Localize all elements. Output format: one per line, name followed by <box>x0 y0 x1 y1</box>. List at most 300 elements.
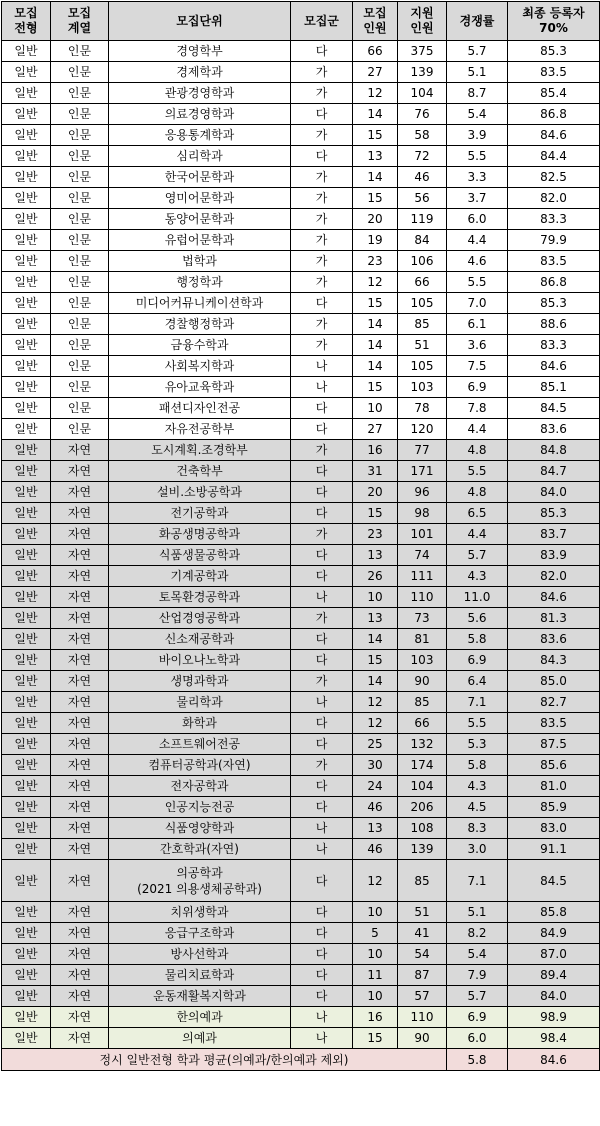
quota-cell: 11 <box>353 965 398 986</box>
final70-cell: 84.9 <box>508 923 600 944</box>
group-cell: 나 <box>291 818 353 839</box>
quota-cell: 20 <box>353 209 398 230</box>
header-field <box>51 2 109 41</box>
group-cell: 나 <box>291 692 353 713</box>
ratio-cell: 5.4 <box>447 104 508 125</box>
applicants-cell: 51 <box>398 335 447 356</box>
table-row <box>2 461 600 482</box>
final70-cell: 82.0 <box>508 566 600 587</box>
unit-cell: 인공지능전공 <box>109 797 291 818</box>
final70-cell: 84.6 <box>508 356 600 377</box>
unit-cell: 한국어문학과 <box>109 167 291 188</box>
table-row <box>2 524 600 545</box>
ratio-cell: 5.8 <box>447 629 508 650</box>
unit-cell: 물리학과 <box>109 692 291 713</box>
unit-cell: 토목환경공학과 <box>109 587 291 608</box>
table-row <box>2 650 600 671</box>
ratio-cell: 7.5 <box>447 356 508 377</box>
table-row <box>2 314 600 335</box>
group-cell: 가 <box>291 671 353 692</box>
applicants-cell: 90 <box>398 671 447 692</box>
ratio-cell: 5.8 <box>447 755 508 776</box>
unit-cell: 전자공학과 <box>109 776 291 797</box>
quota-cell: 31 <box>353 461 398 482</box>
quota-cell: 10 <box>353 587 398 608</box>
field-cell: 자연 <box>51 776 109 797</box>
field-cell: 자연 <box>51 692 109 713</box>
track-cell: 일반 <box>2 923 51 944</box>
applicants-cell: 57 <box>398 986 447 1007</box>
quota-cell: 15 <box>353 650 398 671</box>
track-cell: 일반 <box>2 419 51 440</box>
applicants-cell: 171 <box>398 461 447 482</box>
field-cell: 자연 <box>51 671 109 692</box>
field-cell: 인문 <box>51 188 109 209</box>
unit-cell: 영미어문학과 <box>109 188 291 209</box>
track-cell: 일반 <box>2 965 51 986</box>
quota-cell: 15 <box>353 503 398 524</box>
ratio-cell: 5.7 <box>447 986 508 1007</box>
unit-cell: 금융수학과 <box>109 335 291 356</box>
applicants-cell: 87 <box>398 965 447 986</box>
track-cell: 일반 <box>2 776 51 797</box>
table-row <box>2 965 600 986</box>
final70-cell: 84.7 <box>508 461 600 482</box>
applicants-cell: 46 <box>398 167 447 188</box>
unit-line: 의공학과 <box>176 865 223 880</box>
quota-cell: 12 <box>353 692 398 713</box>
table-row <box>2 818 600 839</box>
track-cell: 일반 <box>2 377 51 398</box>
final70-cell: 85.1 <box>508 377 600 398</box>
table-row <box>2 503 600 524</box>
applicants-cell: 119 <box>398 209 447 230</box>
field-cell: 인문 <box>51 251 109 272</box>
track-cell: 일반 <box>2 1028 51 1049</box>
field-cell: 자연 <box>51 986 109 1007</box>
final70-cell: 86.8 <box>508 104 600 125</box>
applicants-cell: 111 <box>398 566 447 587</box>
average-ratio: 5.8 <box>447 1049 508 1071</box>
table-row <box>2 83 600 104</box>
applicants-cell: 101 <box>398 524 447 545</box>
field-cell: 자연 <box>51 944 109 965</box>
group-cell: 나 <box>291 377 353 398</box>
average-final70: 84.6 <box>508 1049 600 1071</box>
unit-cell: 법학과 <box>109 251 291 272</box>
quota-cell: 30 <box>353 755 398 776</box>
track-cell: 일반 <box>2 62 51 83</box>
quota-cell: 14 <box>353 671 398 692</box>
quota-cell: 15 <box>353 1028 398 1049</box>
quota-cell: 23 <box>353 524 398 545</box>
applicants-cell: 51 <box>398 902 447 923</box>
final70-cell: 85.8 <box>508 902 600 923</box>
unit-cell: 화공생명공학과 <box>109 524 291 545</box>
unit-cell: 간호학과(자연) <box>109 839 291 860</box>
unit-cell: 치위생학과 <box>109 902 291 923</box>
table-row <box>2 692 600 713</box>
group-cell: 다 <box>291 104 353 125</box>
field-cell: 자연 <box>51 629 109 650</box>
final70-cell: 83.6 <box>508 419 600 440</box>
group-cell: 가 <box>291 209 353 230</box>
table-row <box>2 125 600 146</box>
group-cell: 가 <box>291 524 353 545</box>
track-cell: 일반 <box>2 251 51 272</box>
table-row <box>2 629 600 650</box>
quota-cell: 15 <box>353 125 398 146</box>
group-cell: 가 <box>291 230 353 251</box>
quota-cell: 24 <box>353 776 398 797</box>
field-cell: 자연 <box>51 524 109 545</box>
track-cell: 일반 <box>2 587 51 608</box>
ratio-cell: 5.7 <box>447 545 508 566</box>
track-cell: 일반 <box>2 566 51 587</box>
track-cell: 일반 <box>2 293 51 314</box>
table-row <box>2 902 600 923</box>
group-cell: 나 <box>291 839 353 860</box>
track-cell: 일반 <box>2 188 51 209</box>
ratio-cell: 8.7 <box>447 83 508 104</box>
applicants-cell: 85 <box>398 692 447 713</box>
group-cell: 다 <box>291 146 353 167</box>
quota-cell: 66 <box>353 41 398 62</box>
track-cell: 일반 <box>2 608 51 629</box>
track-cell: 일반 <box>2 461 51 482</box>
ratio-cell: 11.0 <box>447 587 508 608</box>
ratio-cell: 5.1 <box>447 62 508 83</box>
track-cell: 일반 <box>2 167 51 188</box>
group-cell: 가 <box>291 188 353 209</box>
quota-cell: 14 <box>353 335 398 356</box>
ratio-cell: 5.5 <box>447 461 508 482</box>
final70-cell: 89.4 <box>508 965 600 986</box>
applicants-cell: 66 <box>398 713 447 734</box>
quota-cell: 14 <box>353 629 398 650</box>
applicants-cell: 103 <box>398 377 447 398</box>
ratio-cell: 5.6 <box>447 608 508 629</box>
group-cell: 다 <box>291 797 353 818</box>
quota-cell: 14 <box>353 167 398 188</box>
group-cell: 가 <box>291 272 353 293</box>
unit-cell: 응급구조학과 <box>109 923 291 944</box>
unit-cell: 경영학부 <box>109 41 291 62</box>
field-cell: 인문 <box>51 356 109 377</box>
table-row <box>2 419 600 440</box>
unit-cell: 경찰행정학과 <box>109 314 291 335</box>
final70-cell: 83.6 <box>508 629 600 650</box>
group-cell: 다 <box>291 629 353 650</box>
header-track <box>2 2 51 41</box>
ratio-cell: 6.1 <box>447 314 508 335</box>
applicants-cell: 74 <box>398 545 447 566</box>
final70-cell: 83.5 <box>508 713 600 734</box>
final70-cell: 83.5 <box>508 251 600 272</box>
track-cell: 일반 <box>2 41 51 62</box>
field-cell: 자연 <box>51 797 109 818</box>
header-group <box>291 2 353 41</box>
final70-cell: 84.8 <box>508 440 600 461</box>
ratio-cell: 4.3 <box>447 776 508 797</box>
track-cell: 일반 <box>2 944 51 965</box>
unit-cell: 화학과 <box>109 713 291 734</box>
average-summary-row <box>2 1049 600 1071</box>
applicants-cell: 96 <box>398 482 447 503</box>
field-cell: 인문 <box>51 377 109 398</box>
unit-cell: 사회복지학과 <box>109 356 291 377</box>
ratio-cell: 5.5 <box>447 272 508 293</box>
final70-cell: 84.0 <box>508 482 600 503</box>
group-cell: 다 <box>291 293 353 314</box>
group-cell: 나 <box>291 587 353 608</box>
final70-cell: 84.6 <box>508 587 600 608</box>
applicants-cell: 103 <box>398 650 447 671</box>
ratio-cell: 6.5 <box>447 503 508 524</box>
field-cell: 자연 <box>51 734 109 755</box>
applicants-cell: 56 <box>398 188 447 209</box>
quota-cell: 12 <box>353 860 398 902</box>
unit-note-line: (2021 의용생체공학과) <box>137 881 262 896</box>
header-quota-line: 인원 <box>363 21 387 35</box>
track-cell: 일반 <box>2 524 51 545</box>
unit-cell: 경제학과 <box>109 62 291 83</box>
ratio-cell: 3.3 <box>447 167 508 188</box>
field-cell: 인문 <box>51 209 109 230</box>
field-cell: 인문 <box>51 41 109 62</box>
unit-cell: 생명과학과 <box>109 671 291 692</box>
table-header-row <box>2 2 600 41</box>
quota-cell: 13 <box>353 146 398 167</box>
final70-cell: 85.3 <box>508 293 600 314</box>
applicants-cell: 90 <box>398 1028 447 1049</box>
quota-cell: 15 <box>353 377 398 398</box>
field-cell: 자연 <box>51 440 109 461</box>
unit-cell: 식품생물공학과 <box>109 545 291 566</box>
field-cell: 자연 <box>51 923 109 944</box>
group-cell: 다 <box>291 41 353 62</box>
unit-cell: 방사선학과 <box>109 944 291 965</box>
group-cell: 다 <box>291 734 353 755</box>
unit-cell: 산업경영공학과 <box>109 608 291 629</box>
final70-cell: 98.4 <box>508 1028 600 1049</box>
quota-cell: 16 <box>353 1007 398 1028</box>
applicants-cell: 77 <box>398 440 447 461</box>
field-cell: 자연 <box>51 461 109 482</box>
final70-cell: 83.7 <box>508 524 600 545</box>
track-cell: 일반 <box>2 734 51 755</box>
ratio-cell: 6.9 <box>447 650 508 671</box>
group-cell: 다 <box>291 482 353 503</box>
unit-cell: 도시계획.조경학부 <box>109 440 291 461</box>
applicants-cell: 78 <box>398 398 447 419</box>
ratio-cell: 6.0 <box>447 1028 508 1049</box>
field-cell: 인문 <box>51 272 109 293</box>
track-cell: 일반 <box>2 209 51 230</box>
unit-cell: 유럽어문학과 <box>109 230 291 251</box>
unit-cell: 유아교육학과 <box>109 377 291 398</box>
final70-cell: 91.1 <box>508 839 600 860</box>
applicants-cell: 206 <box>398 797 447 818</box>
applicants-cell: 139 <box>398 839 447 860</box>
ratio-cell: 7.0 <box>447 293 508 314</box>
group-cell: 가 <box>291 335 353 356</box>
quota-cell: 19 <box>353 230 398 251</box>
group-cell: 다 <box>291 566 353 587</box>
track-cell: 일반 <box>2 398 51 419</box>
header-final70 <box>508 2 600 41</box>
applicants-cell: 110 <box>398 587 447 608</box>
final70-cell: 82.7 <box>508 692 600 713</box>
track-cell: 일반 <box>2 146 51 167</box>
group-cell: 다 <box>291 650 353 671</box>
group-cell: 다 <box>291 503 353 524</box>
unit-cell: 전기공학과 <box>109 503 291 524</box>
applicants-cell: 85 <box>398 314 447 335</box>
field-cell: 자연 <box>51 818 109 839</box>
field-cell: 자연 <box>51 965 109 986</box>
unit-cell: 미디어커뮤니케이션학과 <box>109 293 291 314</box>
ratio-cell: 7.1 <box>447 860 508 902</box>
applicants-cell: 105 <box>398 356 447 377</box>
ratio-cell: 4.8 <box>447 482 508 503</box>
unit-cell: 신소재공학과 <box>109 629 291 650</box>
field-cell: 자연 <box>51 545 109 566</box>
group-cell: 다 <box>291 944 353 965</box>
group-cell: 가 <box>291 251 353 272</box>
field-cell: 자연 <box>51 902 109 923</box>
final70-cell: 81.3 <box>508 608 600 629</box>
field-cell: 인문 <box>51 293 109 314</box>
quota-cell: 12 <box>353 272 398 293</box>
group-cell: 다 <box>291 902 353 923</box>
table-row <box>2 587 600 608</box>
table-row <box>2 146 600 167</box>
table-row <box>2 377 600 398</box>
header-field-line: 모집 <box>67 6 92 20</box>
unit-cell: 설비.소방공학과 <box>109 482 291 503</box>
final70-cell: 83.3 <box>508 209 600 230</box>
group-cell: 다 <box>291 860 353 902</box>
group-cell: 다 <box>291 776 353 797</box>
track-cell: 일반 <box>2 335 51 356</box>
ratio-cell: 5.7 <box>447 41 508 62</box>
unit-cell: 식품영양학과 <box>109 818 291 839</box>
ratio-cell: 4.5 <box>447 797 508 818</box>
ratio-cell: 5.3 <box>447 734 508 755</box>
header-track-line: 모집 <box>14 6 38 20</box>
table-row <box>2 566 600 587</box>
final70-cell: 84.0 <box>508 986 600 1007</box>
unit-cell: 동양어문학과 <box>109 209 291 230</box>
final70-cell: 85.6 <box>508 755 600 776</box>
table-row <box>2 944 600 965</box>
table-row <box>2 776 600 797</box>
unit-cell <box>109 860 291 902</box>
unit-cell: 컴퓨터공학과(자연) <box>109 755 291 776</box>
quota-cell: 13 <box>353 545 398 566</box>
field-cell: 인문 <box>51 398 109 419</box>
applicants-cell: 76 <box>398 104 447 125</box>
quota-cell: 13 <box>353 818 398 839</box>
header-unit <box>109 2 291 41</box>
table-row <box>2 104 600 125</box>
ratio-cell: 6.9 <box>447 1007 508 1028</box>
quota-cell: 10 <box>353 398 398 419</box>
field-cell: 인문 <box>51 419 109 440</box>
field-cell: 인문 <box>51 314 109 335</box>
ratio-cell: 6.4 <box>447 671 508 692</box>
ratio-cell: 7.8 <box>447 398 508 419</box>
track-cell: 일반 <box>2 902 51 923</box>
final70-cell: 85.3 <box>508 503 600 524</box>
header-ratio <box>447 2 508 41</box>
header-quota <box>353 2 398 41</box>
ratio-cell: 3.0 <box>447 839 508 860</box>
unit-cell: 행정학과 <box>109 272 291 293</box>
header-applicants <box>398 2 447 41</box>
table-row <box>2 209 600 230</box>
unit-cell: 건축학부 <box>109 461 291 482</box>
table-row <box>2 251 600 272</box>
unit-cell: 한의예과 <box>109 1007 291 1028</box>
ratio-cell: 7.9 <box>447 965 508 986</box>
field-cell: 자연 <box>51 566 109 587</box>
applicants-cell: 81 <box>398 629 447 650</box>
track-cell: 일반 <box>2 692 51 713</box>
field-cell: 인문 <box>51 83 109 104</box>
header-track-line: 전형 <box>14 21 38 35</box>
table-row <box>2 1028 600 1049</box>
final70-cell: 83.9 <box>508 545 600 566</box>
track-cell: 일반 <box>2 818 51 839</box>
field-cell: 자연 <box>51 608 109 629</box>
group-cell: 가 <box>291 314 353 335</box>
quota-cell: 14 <box>353 314 398 335</box>
final70-cell: 84.5 <box>508 860 600 902</box>
applicants-cell: 110 <box>398 1007 447 1028</box>
table-row <box>2 398 600 419</box>
track-cell: 일반 <box>2 650 51 671</box>
quota-cell: 15 <box>353 188 398 209</box>
table-row <box>2 167 600 188</box>
unit-cell: 의예과 <box>109 1028 291 1049</box>
group-cell: 나 <box>291 356 353 377</box>
table-body <box>2 41 600 1071</box>
field-cell: 자연 <box>51 587 109 608</box>
field-cell: 자연 <box>51 755 109 776</box>
track-cell: 일반 <box>2 356 51 377</box>
applicants-cell: 375 <box>398 41 447 62</box>
final70-cell: 85.3 <box>508 41 600 62</box>
header-unit-line: 모집단위 <box>176 13 223 28</box>
ratio-cell: 3.7 <box>447 188 508 209</box>
field-cell: 인문 <box>51 125 109 146</box>
unit-cell: 물리치료학과 <box>109 965 291 986</box>
header-quota-line: 모집 <box>363 6 387 20</box>
track-cell: 일반 <box>2 440 51 461</box>
applicants-cell: 98 <box>398 503 447 524</box>
quota-cell: 46 <box>353 797 398 818</box>
track-cell: 일반 <box>2 986 51 1007</box>
field-cell: 인문 <box>51 335 109 356</box>
final70-cell: 84.3 <box>508 650 600 671</box>
table-row <box>2 860 600 902</box>
group-cell: 다 <box>291 965 353 986</box>
table-row <box>2 713 600 734</box>
final70-cell: 84.4 <box>508 146 600 167</box>
final70-cell: 85.4 <box>508 83 600 104</box>
